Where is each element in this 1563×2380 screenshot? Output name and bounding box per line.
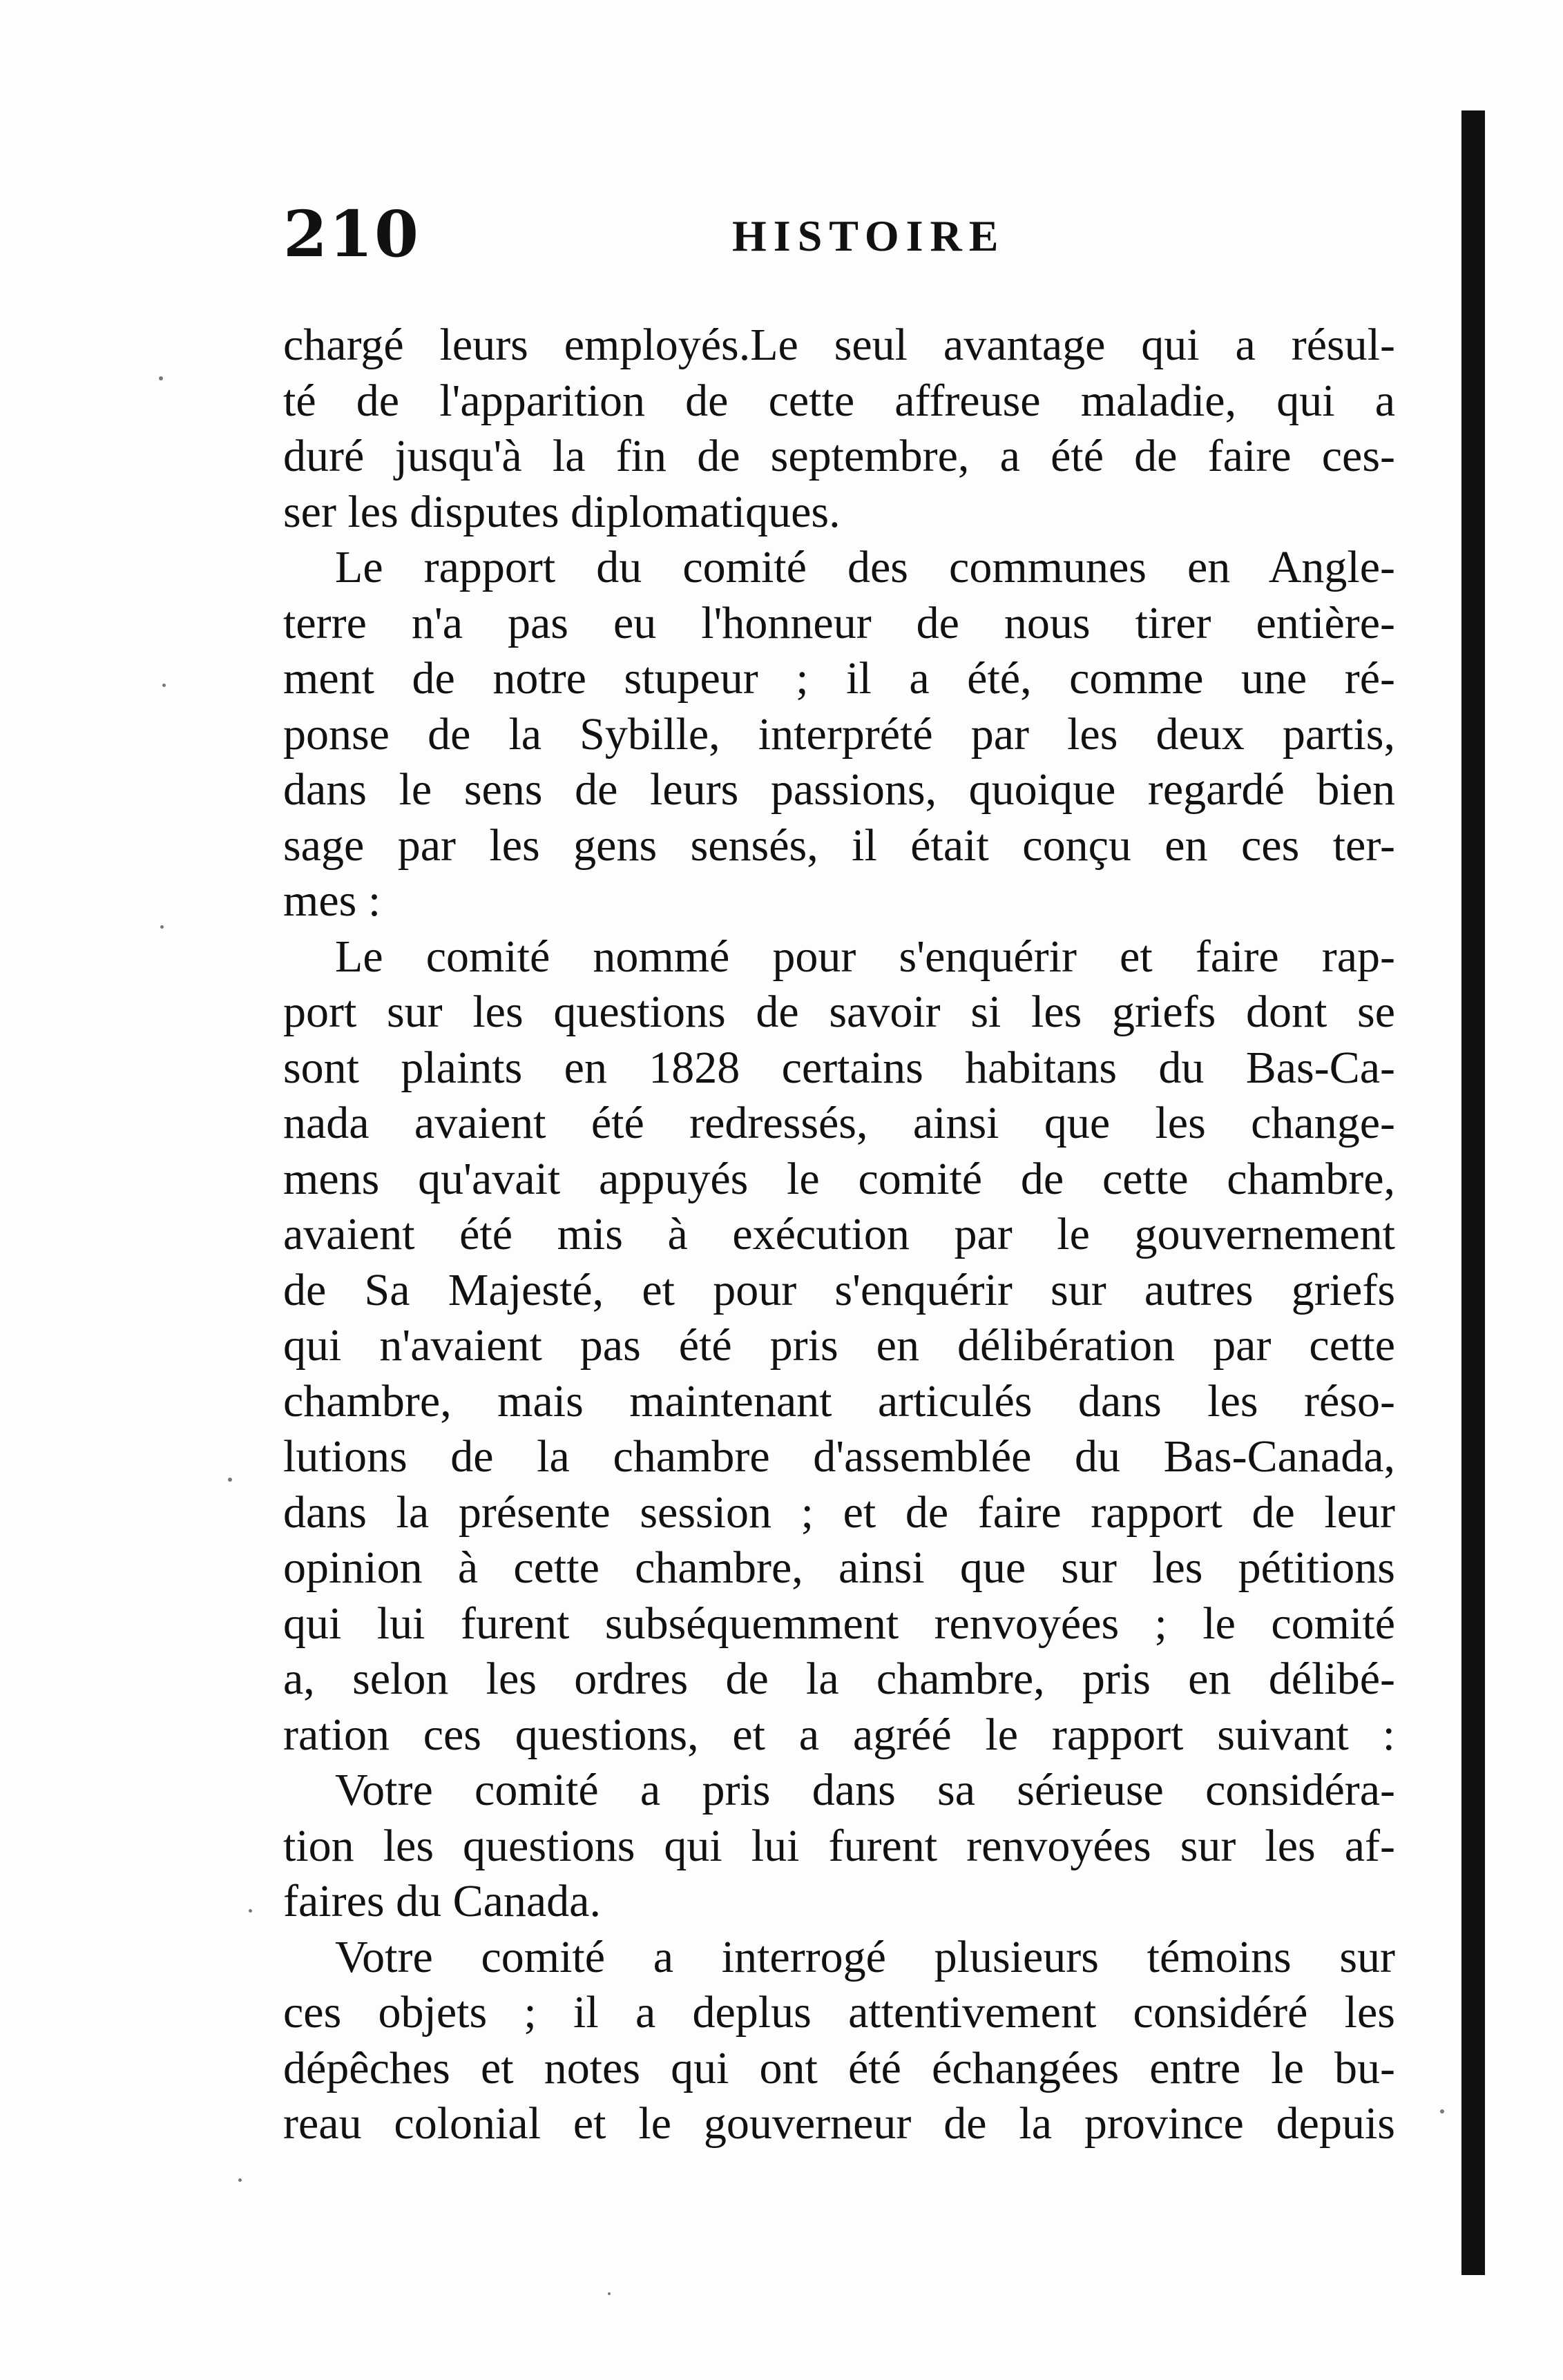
text-line: Votre comité a interrogé plusieurs témoins sur (335, 1931, 1395, 1982)
text-line: chambre, mais maintenant articulés dans les réso- (283, 1375, 1395, 1426)
text-line: ment de notre stupeur ; il a été, comme une ré- (283, 653, 1395, 704)
scan-speck (162, 684, 166, 687)
page-number: 210 (283, 197, 421, 271)
text-line: terre n'a pas eu l'honneur de nous tirer entière- (283, 597, 1395, 648)
text-line: nada avaient été redressés, ainsi que les change- (283, 1098, 1395, 1148)
text-line: dans la présente session ; et de faire rapport de leur (283, 1487, 1395, 1538)
scan-speck (1440, 2109, 1444, 2113)
text-line: duré jusqu'à la fin de septembre, a été de faire ces- (283, 431, 1395, 481)
text-line: reau colonial et le gouverneur de la province depuis (283, 2098, 1395, 2149)
scan-speck (238, 2178, 242, 2182)
text-line: lutions de la chambre d'assemblée du Bas-Canada, (283, 1431, 1395, 1482)
text-line: opinion à cette chambre, ainsi que sur les pétitions (283, 1542, 1395, 1593)
text-line: qui lui furent subséquemment renvoyées ; le comité (283, 1598, 1395, 1649)
text-line: Le rapport du comité des communes en Angle- (335, 542, 1395, 592)
scan-speck (249, 1909, 252, 1913)
text-line: Le comité nommé pour s'enquérir et faire rap- (335, 931, 1395, 982)
text-line: qui n'avaient pas été pris en délibération par cette (283, 1320, 1395, 1371)
text-line: té de l'apparition de cette affreuse maladie, qui a (283, 375, 1395, 426)
text-line: sont plaints en 1828 certains habitans du Bas-Ca- (283, 1042, 1395, 1093)
text-line: faires du Canada. (283, 1876, 601, 1926)
scan-speck (608, 2292, 611, 2295)
text-line: de Sa Majesté, et pour s'enquérir sur autres griefs (283, 1264, 1395, 1315)
text-line: ces objets ; il a deplus attentivement considéré les (283, 1987, 1395, 2038)
text-line: ponse de la Sybille, interprété par les deux partis, (283, 708, 1395, 760)
scan-speck (159, 376, 163, 380)
text-line: ration ces questions, et a agréé le rapport suivant : (283, 1709, 1395, 1760)
page-edge-shadow (1461, 110, 1485, 2275)
text-line: tion les questions qui lui furent renvoyées sur les af- (283, 1820, 1395, 1871)
text-line: mens qu'avait appuyés le comité de cette chambre, (283, 1153, 1395, 1204)
text-line: sage par les gens sensés, il était conçu en ces ter- (283, 820, 1395, 871)
body-text (283, 318, 1395, 2152)
scan-speck (160, 925, 164, 929)
text-line: dans le sens de leurs passions, quoique regardé bien (283, 764, 1395, 815)
text-line: ser les disputes diplomatiques. (283, 486, 841, 537)
text-line: dépêches et notes qui ont été échangées entre le bu- (283, 2042, 1395, 2093)
text-line: avaient été mis à exécution par le gouvernement (283, 1209, 1395, 1259)
text-line: Votre comité a pris dans sa sérieuse considéra- (335, 1765, 1395, 1815)
running-title: HISTOIRE (732, 211, 1006, 260)
text-line: a, selon les ordres de la chambre, pris en délibé- (283, 1654, 1395, 1704)
text-line: port sur les questions de savoir si les griefs dont se (283, 987, 1395, 1037)
text-line: mes : (283, 875, 381, 926)
text-line: chargé leurs employés.Le seul avantage qui a résul- (283, 320, 1395, 370)
scan-speck (228, 1478, 232, 1482)
page-header (283, 197, 1409, 273)
